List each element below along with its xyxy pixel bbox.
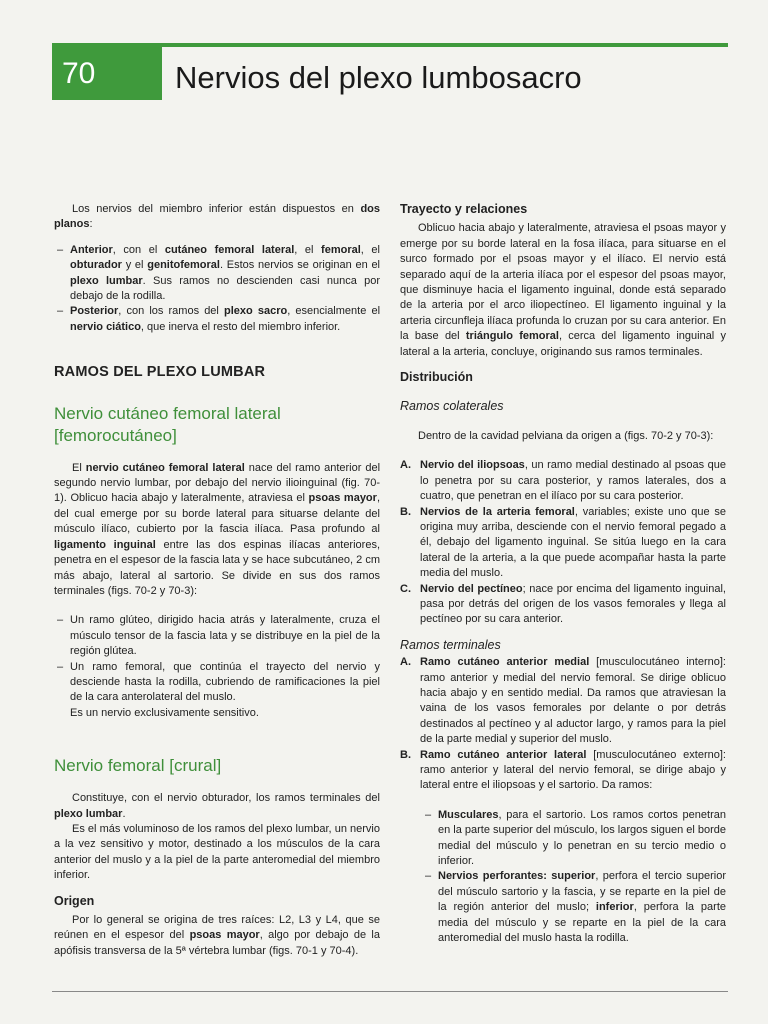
cutaneo-note: Es un nervio exclusivamente sensitivo. — [70, 706, 259, 719]
cutaneo-paragraph: El nervio cutáneo femoral lateral nace del ramo anterior del segundo nervio lumbar, por debajo del nervio ilioinguinal (fig. 70-1). Oblicuo hacia abajo y lateralmente, atraviesa el psoas mayor, del cual emerge por su borde lateral para situarse delante del músculo ilíaco, cubierto por la fascia ilíaca. Pasa profundo al ligamento inguinal entre las dos espinas ilíacas anteriores, penetra en el espesor de la fascia lata y se hace subcutáneo, 2 cm más abajo, lateral al sartorio. Se divide en sus dos ramos terminales (figs. 70-2 y 70-3): — [54, 461, 381, 597]
origen-paragraph: Por lo general se origina de tres raíces: L2, L3 y L4, que se reúnen en el espesor del psoas mayor, algo por debajo de la apófisis transversa de la 5ª vértebra lumbar (figs. 70-1 y 70-4). — [54, 914, 380, 957]
distribucion-title: Distribución — [400, 370, 473, 385]
list-item: B. Nervios de la arteria femoral, variables; existe uno que se origina muy arriba, desciende con el nervio femoral pegado a él, debajo del ligamento inguinal. Se sitúa luego en la cara lateral de la arteria, a la que puede acompañar hasta la parte media del muslo. — [400, 505, 726, 580]
list-item: A. Ramo cutáneo anterior medial [musculocutáneo interno]: ramo anterior y medial del nervio femoral. Se dirige oblicuo hacia abajo y en sentido medial. Da ramos que atraviesan la vaina de los vasos femorales por delante o por detrás destinados al pectíneo y al aductor largo, y ramos para la piel de la parte medial y superior del muslo. — [400, 656, 726, 746]
right-column — [400, 202, 726, 956]
list-item: A. Nervio del iliopsoas, un ramo medial destinado al psoas que lo penetra por su cara posterior, y ramos laterales, dos a cuatro, que penetran en el ilíaco por su cara posterior. — [400, 459, 727, 503]
lateral-ramos-list — [400, 808, 726, 947]
list-item: – Un ramo femoral, que continúa el trayecto del nervio y desciende hasta la rodilla, cubriendo de ramificaciones la piel de la cara anterolateral del muslo. — [57, 660, 380, 704]
trayecto-title: Trayecto y relaciones — [400, 202, 528, 216]
cutaneo-title: Nervio cutáneo femoral lateral [femorocutáneo] — [54, 403, 281, 445]
planos-list — [54, 243, 380, 335]
list-item: C. Nervio del pectíneo; nace por encima del ligamento inguinal, pasa por detrás del origen de los vasos femorales y llega al pectíneo por su cara anterior. — [400, 582, 726, 626]
femoral-paragraph-1: Constituye, con el nervio obturador, los ramos terminales del plexo lumbar. — [54, 792, 380, 820]
chapter-number: 70 — [52, 47, 162, 100]
origen-title: Origen — [54, 893, 95, 908]
list-item: B. Ramo cutáneo anterior lateral [musculocutáneo externo]: ramo anterior y lateral del nervio femoral, se dirige abajo y lateral entre el iliopsoas y el sartorio. Da ramos: — [400, 748, 726, 792]
left-column — [54, 202, 380, 969]
list-item: – Posterior, con los ramos del plexo sacro, esencialmente el nervio ciático, que inerva el resto del miembro inferior. — [57, 305, 381, 333]
list-item: – Un ramo glúteo, dirigido hacia atrás y lateralmente, cruza el músculo tensor de la fascia lata y se distribuye en la piel de la región glútea. — [57, 614, 380, 658]
femoral-paragraph-2: Es el más voluminoso de los ramos del plexo lumbar, un nervio a la vez sensitivo y motor, destinado a los músculos de la cara anterior del muslo y a la piel de la parte anteromedial del miembro inferior. — [54, 822, 380, 882]
list-item: – Anterior, con el cutáneo femoral lateral, el femoral, el obturador y el genitofemoral. Estos nervios se originan en el plexo lumbar. Sus ramos no descienden casi nunca por debajo de la rodilla. — [57, 243, 381, 303]
section-title: RAMOS DEL PLEXO LUMBAR — [54, 364, 266, 381]
chapter-title: Nervios del plexo lumbosacro — [175, 60, 582, 95]
terminales-title: Ramos terminales — [400, 637, 501, 652]
trayecto-paragraph: Oblicuo hacia abajo y lateralmente, atraviesa el psoas mayor y emerge por su borde lateral en la fosa ilíaca, para situarse en el surco formado por el psoas mayor y el ilíaco. El nervio está separado aquí de la arteria ilíaca por el espesor del psoas mayor, que disminuye hacia el ligamento inguinal, donde está separado de la arteria por el arco iliopectíneo. El ligamento inguinal y la arteria circunfleja ilíaca profunda lo cruzan por su cara anterior. En la base del triángulo femoral, cerca del ligamento inguinal y lateral a la arteria, concluye, originando sus ramos terminales. — [400, 222, 727, 358]
list-item: – Nervios perforantes: superior, perfora el tercio superior del músculo sartorio y la fascia, y se reparte en la piel de la región anterior del muslo; inferior, perfora la parte media del músculo y se reparte en la piel de la cara anteromedial del muslo hasta la rodilla. — [425, 870, 726, 945]
colaterales-list — [400, 458, 726, 627]
colaterales-title: Ramos colaterales — [400, 399, 504, 414]
cutaneo-ramos-list — [54, 613, 380, 705]
terminales-list — [400, 655, 726, 794]
intro-paragraph: Los nervios del miembro inferior están dispuestos en dos planos: — [54, 203, 380, 231]
femoral-title: Nervio femoral [crural] — [54, 756, 222, 776]
colaterales-intro: Dentro de la cavidad pelviana da origen a (figs. 70-2 y 70-3): — [418, 429, 714, 442]
footer-rule — [52, 991, 728, 992]
list-item: – Musculares, para el sartorio. Los ramos cortos penetran en la parte superior del músculo, los largos siguen el borde medial del músculo y lo penetran en su tercio medio o inferior. — [425, 808, 726, 868]
